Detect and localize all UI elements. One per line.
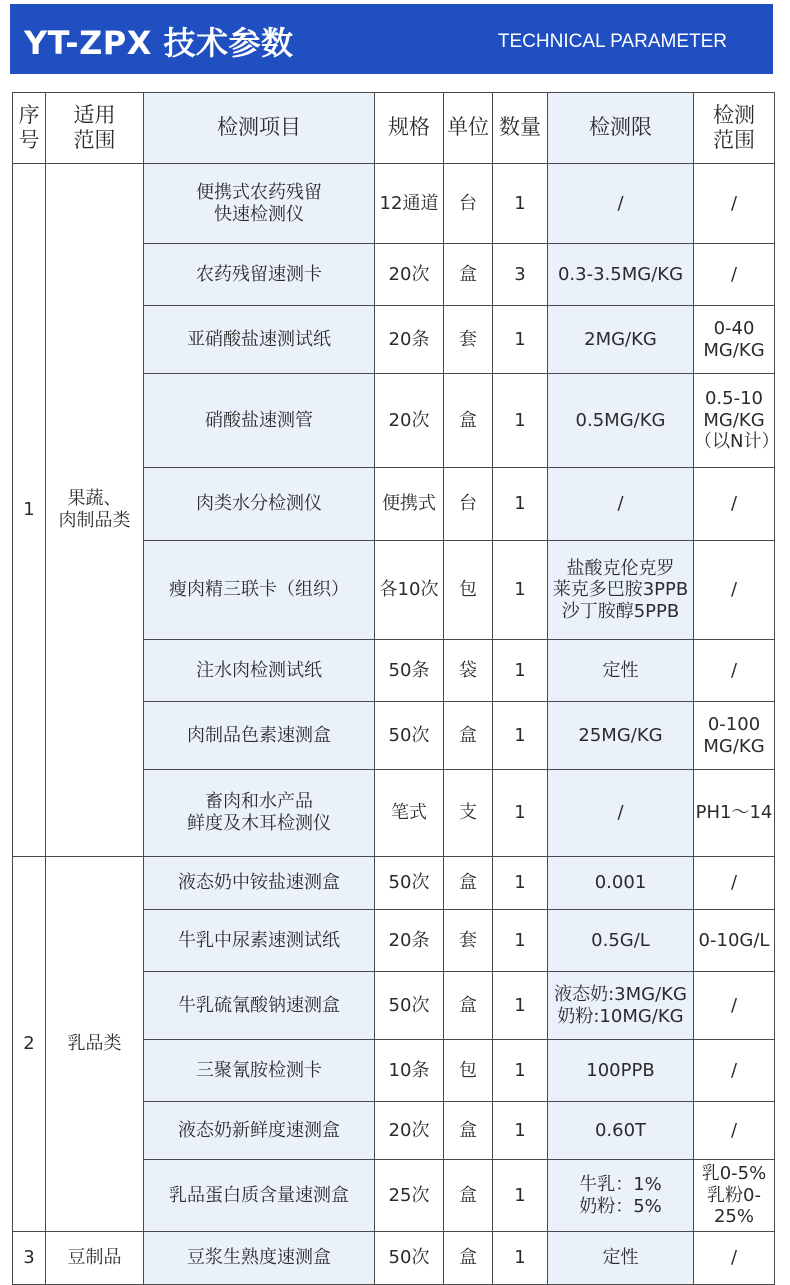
cell-spec: 50次 xyxy=(375,972,444,1040)
cell-qty: 1 xyxy=(493,1160,548,1232)
cell-scope: 豆制品 xyxy=(46,1232,144,1285)
column-header-spec: 规格 xyxy=(375,93,444,164)
cell-item: 牛乳硫氰酸钠速测盒 xyxy=(144,972,375,1040)
cell-spec: 50次 xyxy=(375,857,444,910)
page-title: YT-ZPX 技术参数 xyxy=(24,24,294,62)
cell-range: / xyxy=(694,541,775,640)
cell-limit: 0.001 xyxy=(548,857,694,910)
cell-seq: 1 xyxy=(13,164,46,857)
cell-range: / xyxy=(694,1102,775,1160)
cell-limit: 液态奶:3MG/KG 奶粉:10MG/KG xyxy=(548,972,694,1040)
column-header-limit: 检测限 xyxy=(548,93,694,164)
cell-range: / xyxy=(694,1232,775,1285)
cell-scope: 乳品类 xyxy=(46,857,144,1232)
cell-range: 0-100 MG/KG xyxy=(694,702,775,770)
cell-seq: 3 xyxy=(13,1232,46,1285)
cell-range: / xyxy=(694,164,775,244)
cell-item: 便携式农药残留 快速检测仪 xyxy=(144,164,375,244)
cell-unit: 包 xyxy=(444,1040,493,1102)
cell-limit: 定性 xyxy=(548,640,694,702)
cell-qty: 1 xyxy=(493,702,548,770)
cell-range: 0.5-10 MG/KG （以N计） xyxy=(694,374,775,468)
cell-spec: 便携式 xyxy=(375,468,444,541)
cell-range: 0-10G/L xyxy=(694,910,775,972)
cell-spec: 50条 xyxy=(375,640,444,702)
cell-scope: 果蔬、 肉制品类 xyxy=(46,164,144,857)
cell-spec: 20条 xyxy=(375,306,444,374)
cell-range: / xyxy=(694,1040,775,1102)
cell-qty: 1 xyxy=(493,468,548,541)
cell-spec: 20次 xyxy=(375,244,444,306)
cell-item: 肉制品色素速测盒 xyxy=(144,702,375,770)
cell-qty: 1 xyxy=(493,164,548,244)
cell-unit: 盒 xyxy=(444,244,493,306)
cell-item: 三聚氰胺检测卡 xyxy=(144,1040,375,1102)
cell-unit: 盒 xyxy=(444,374,493,468)
cell-range: / xyxy=(694,857,775,910)
page-subtitle: TECHNICAL PARAMETER xyxy=(497,31,727,52)
cell-item: 肉类水分检测仪 xyxy=(144,468,375,541)
cell-spec: 10条 xyxy=(375,1040,444,1102)
cell-item: 农药残留速测卡 xyxy=(144,244,375,306)
cell-unit: 套 xyxy=(444,910,493,972)
cell-item: 液态奶中铵盐速测盒 xyxy=(144,857,375,910)
table-row xyxy=(13,857,775,910)
cell-limit: 0.5G/L xyxy=(548,910,694,972)
cell-qty: 1 xyxy=(493,640,548,702)
cell-qty: 1 xyxy=(493,541,548,640)
cell-limit: 25MG/KG xyxy=(548,702,694,770)
cell-range: / xyxy=(694,640,775,702)
column-header-item: 检测项目 xyxy=(144,93,375,164)
cell-limit: 盐酸克伦克罗 莱克多巴胺3PPB 沙丁胺醇5PPB xyxy=(548,541,694,640)
cell-item: 亚硝酸盐速测试纸 xyxy=(144,306,375,374)
cell-limit: / xyxy=(548,164,694,244)
cell-qty: 1 xyxy=(493,1102,548,1160)
cell-item: 液态奶新鲜度速测盒 xyxy=(144,1102,375,1160)
cell-limit: / xyxy=(548,468,694,541)
cell-range: 0-40 MG/KG xyxy=(694,306,775,374)
cell-seq: 2 xyxy=(13,857,46,1232)
cell-qty: 1 xyxy=(493,1232,548,1285)
column-header-range: 检测 范围 xyxy=(694,93,775,164)
cell-item: 乳品蛋白质含量速测盒 xyxy=(144,1160,375,1232)
cell-unit: 盒 xyxy=(444,702,493,770)
cell-unit: 袋 xyxy=(444,640,493,702)
cell-item: 畜肉和水产品 鲜度及木耳检测仪 xyxy=(144,770,375,857)
cell-spec: 20次 xyxy=(375,374,444,468)
cell-limit: 定性 xyxy=(548,1232,694,1285)
cell-unit: 盒 xyxy=(444,1160,493,1232)
cell-limit: 0.5MG/KG xyxy=(548,374,694,468)
cell-qty: 1 xyxy=(493,972,548,1040)
cell-spec: 50次 xyxy=(375,1232,444,1285)
column-header-seq: 序 号 xyxy=(13,93,46,164)
cell-qty: 1 xyxy=(493,857,548,910)
cell-range: PH1～14 xyxy=(694,770,775,857)
column-header-unit: 单位 xyxy=(444,93,493,164)
cell-unit: 盒 xyxy=(444,857,493,910)
cell-item: 豆浆生熟度速测盒 xyxy=(144,1232,375,1285)
cell-item: 牛乳中尿素速测试纸 xyxy=(144,910,375,972)
table-header-row xyxy=(13,93,775,164)
cell-unit: 套 xyxy=(444,306,493,374)
table-body xyxy=(13,164,780,1285)
cell-limit: 2MG/KG xyxy=(548,306,694,374)
cell-unit: 盒 xyxy=(444,1102,493,1160)
cell-spec: 20条 xyxy=(375,910,444,972)
cell-item: 瘦肉精三联卡（组织） xyxy=(144,541,375,640)
cell-unit: 盒 xyxy=(444,972,493,1040)
cell-limit: 100PPB xyxy=(548,1040,694,1102)
cell-qty: 1 xyxy=(493,306,548,374)
cell-range: / xyxy=(694,972,775,1040)
cell-spec: 12通道 xyxy=(375,164,444,244)
cell-range: / xyxy=(694,468,775,541)
cell-qty: 1 xyxy=(493,1040,548,1102)
parameter-table xyxy=(12,92,780,1285)
cell-limit: 牛乳：1% 奶粉：5% xyxy=(548,1160,694,1232)
column-header-scope: 适用 范围 xyxy=(46,93,144,164)
cell-spec: 笔式 xyxy=(375,770,444,857)
cell-limit: 0.60T xyxy=(548,1102,694,1160)
cell-qty: 1 xyxy=(493,910,548,972)
cell-unit: 盒 xyxy=(444,1232,493,1285)
table-row xyxy=(13,164,775,244)
cell-spec: 50次 xyxy=(375,702,444,770)
table-row xyxy=(13,1232,775,1285)
cell-qty: 1 xyxy=(493,770,548,857)
cell-spec: 25次 xyxy=(375,1160,444,1232)
header-banner xyxy=(10,4,773,74)
cell-unit: 包 xyxy=(444,541,493,640)
cell-item: 硝酸盐速测管 xyxy=(144,374,375,468)
cell-range: / xyxy=(694,244,775,306)
cell-qty: 1 xyxy=(493,374,548,468)
cell-spec: 20次 xyxy=(375,1102,444,1160)
cell-limit: 0.3-3.5MG/KG xyxy=(548,244,694,306)
cell-spec: 各10次 xyxy=(375,541,444,640)
cell-limit: / xyxy=(548,770,694,857)
cell-unit: 支 xyxy=(444,770,493,857)
cell-range: 乳0-5% 乳粉0-25% xyxy=(694,1160,775,1232)
cell-unit: 台 xyxy=(444,468,493,541)
cell-unit: 台 xyxy=(444,164,493,244)
column-header-qty: 数量 xyxy=(493,93,548,164)
cell-qty: 3 xyxy=(493,244,548,306)
cell-item: 注水肉检测试纸 xyxy=(144,640,375,702)
